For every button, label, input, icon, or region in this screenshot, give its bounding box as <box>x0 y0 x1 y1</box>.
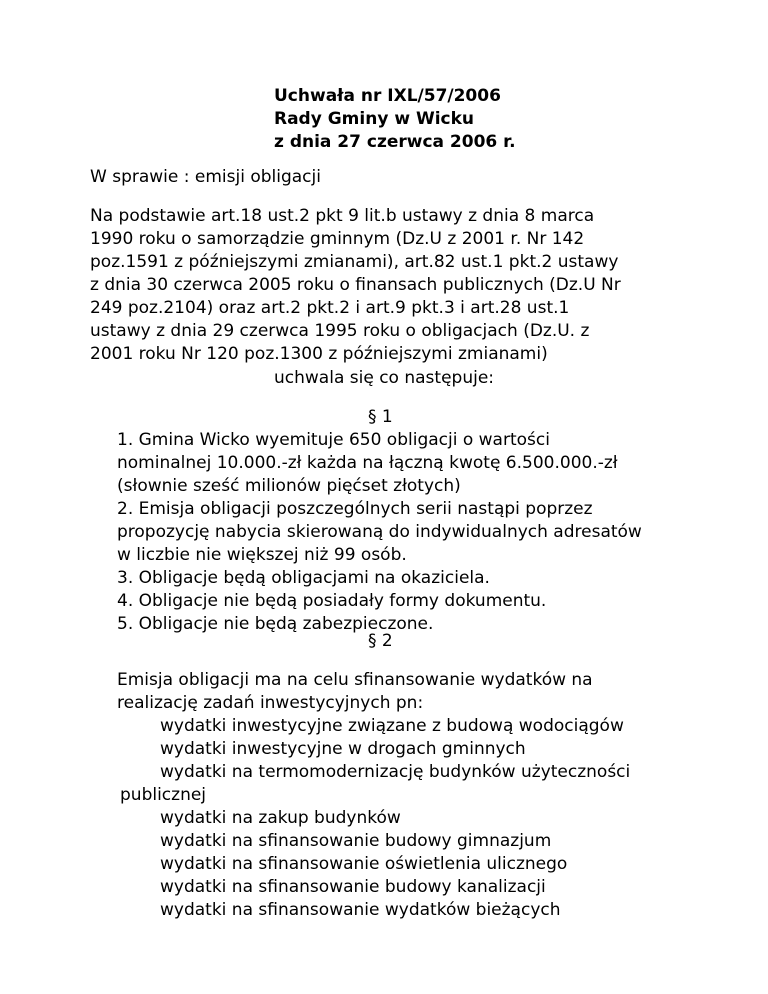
section-line: 5. Obligacje nie będą zabezpieczone. <box>117 614 434 634</box>
list-item: wydatki na sfinansowanie wydatków bieżących <box>160 900 561 920</box>
section-1-heading: § 1 <box>368 407 393 427</box>
section-line: Emisja obligacji ma na celu sfinansowanie wydatków na <box>117 670 593 690</box>
basis-line: 249 poz.2104) oraz art.2 pkt.2 i art.9 pkt.3 i art.28 ust.1 <box>90 298 570 318</box>
list-item: wydatki na termomodernizację budynków użyteczności <box>160 762 631 782</box>
resolves-line: uchwala się co następuje: <box>274 368 495 388</box>
section-2-body <box>117 669 630 922</box>
document-title <box>274 85 516 154</box>
section-line: w liczbie nie większej niż 99 osób. <box>117 545 407 565</box>
basis-line: Na podstawie art.18 ust.2 pkt 9 lit.b ustawy z dnia 8 marca <box>90 206 595 226</box>
list-item: wydatki na sfinansowanie budowy gimnazjum <box>160 831 552 851</box>
title-line: z dnia 27 czerwca 2006 r. <box>274 132 516 152</box>
list-item: wydatki inwestycyjne w drogach gminnych <box>160 739 526 759</box>
section-line: (słownie sześć milionów pięćset złotych) <box>117 476 461 496</box>
section-line: 2. Emisja obligacji poszczególnych serii nastąpi poprzez <box>117 499 593 519</box>
list-item-continuation: publicznej <box>120 785 207 805</box>
basis-line: z dnia 30 czerwca 2005 roku o finansach publicznych (Dz.U Nr <box>90 275 621 295</box>
list-item: wydatki inwestycyjne związane z budową wodociągów <box>160 716 624 736</box>
basis-line: 2001 roku Nr 120 poz.1300 z późniejszymi zmianami) <box>90 344 548 364</box>
basis-line: 1990 roku o samorządzie gminnym (Dz.U z 2001 r. Nr 142 <box>90 229 585 249</box>
section-line: 1. Gmina Wicko wyemituje 650 obligacji o wartości <box>117 430 550 450</box>
title-line: Rady Gminy w Wicku <box>274 109 475 129</box>
section-line: 4. Obligacje nie będą posiadały formy dokumentu. <box>117 591 547 611</box>
basis-line: poz.1591 z późniejszymi zmianami), art.82 ust.1 pkt.2 ustawy <box>90 252 619 272</box>
subject-line: W sprawie : emisji obligacji <box>90 167 321 187</box>
legal-basis <box>90 205 690 366</box>
section-1-body <box>117 429 642 636</box>
title-line: Uchwała nr IXL/57/2006 <box>274 86 501 106</box>
section-2-heading: § 2 <box>368 631 393 651</box>
section-line: nominalnej 10.000.-zł każda na łączną kwotę 6.500.000.-zł <box>117 453 618 473</box>
basis-line: ustawy z dnia 29 czerwca 1995 roku o obligacjach (Dz.U. z <box>90 321 590 341</box>
section-line: 3. Obligacje będą obligacjami na okaziciela. <box>117 568 490 588</box>
section-line: propozycję nabycia skierowaną do indywidualnych adresatów <box>117 522 642 542</box>
list-item: wydatki na sfinansowanie oświetlenia ulicznego <box>160 854 568 874</box>
list-item: wydatki na sfinansowanie budowy kanalizacji <box>160 877 546 897</box>
list-item: wydatki na zakup budynków <box>160 808 401 828</box>
section-line: realizację zadań inwestycyjnych pn: <box>117 693 424 713</box>
